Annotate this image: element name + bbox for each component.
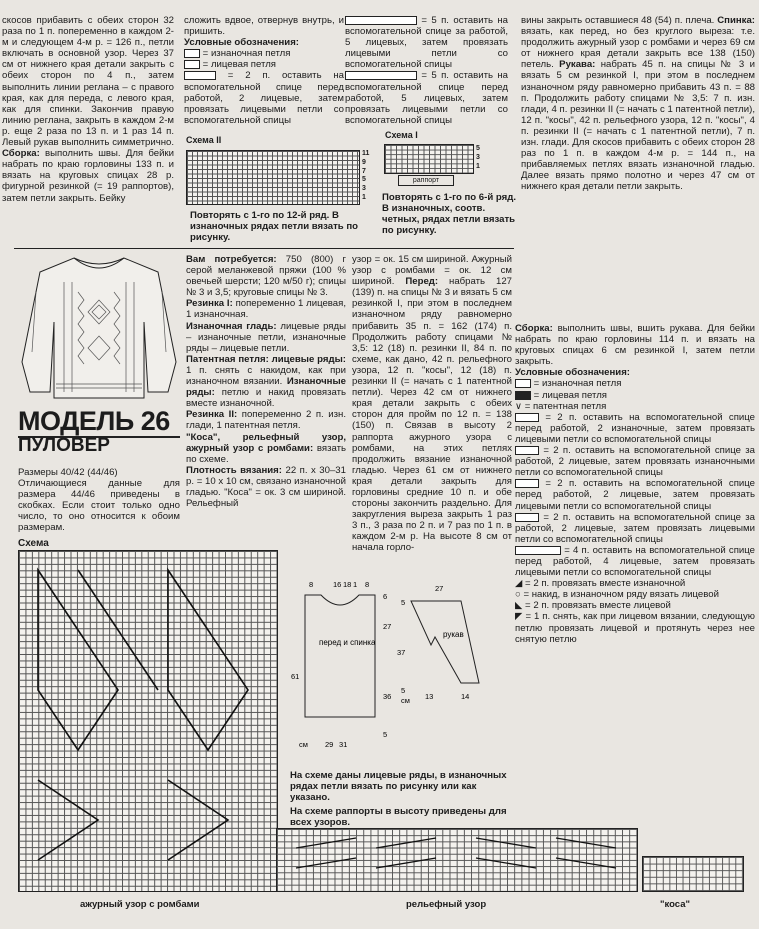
front-piece-label: перед и спинка <box>319 638 376 647</box>
schema-label: Схема <box>18 538 49 549</box>
legend-2-cable-d: = 2 п. оставить на вспомогательной спице за работой, 2 лицевые, затем провязать лицевыми петли со вспомогательной спицы <box>515 511 755 545</box>
dim-sleeve-5: 14 <box>461 692 470 701</box>
purl-icon <box>515 379 531 388</box>
schema-1-grid <box>384 144 474 174</box>
cable-symbol-icon <box>184 71 216 80</box>
patent-label: Патентная петля: лицевые ряды: <box>186 353 346 365</box>
legend-2-k2tog: = 2 п. провязать вместе лицевой <box>525 600 671 612</box>
dim-sleeve-2: 37 <box>397 648 406 657</box>
legend-cable-5-back: = 5 п. оставить на вспомогательной спице за работой, 5 лицевых, затем провязать лицевыми петли со вспомогательной спицы <box>345 15 508 71</box>
front-column <box>352 254 512 554</box>
dim-front-11: 31 <box>339 740 348 749</box>
sleeves-text: набрать 45 п. на спицы № 3 и вязать 5 см резинкой I, при этом в последнем изнаночном ряду равномерно прибавить 43 п. = 88 п. Продолжить работу спицами № 3,5: 7 п. изн. глади, 4 п. резинки II (= начать с 1 патентной петли), 12 п. "косы", 42 п. рельефного узора, 12 п. "косы", 4 п. резинки II (= начать с 1 патентной петли), 7 п. изн. глади. Для скосов прибавить с обеих сторон 28 раз по 1 п. в каждом 4-м р. = 144 п., на прибавляемых петлях вязать изнаночной гладью. Далее вязать прямо полотно и через 47 см от нижнего края детали петли закрыть. <box>521 59 755 193</box>
assembly-text: выполнить швы. Для бейки набрать по краю горловины 133 п. и вязать на круговых спицах 28 р. фигурной резинкой (= 19 раппортов), затем петли закрыть. Бейку <box>2 148 174 204</box>
legend-2-cable-e: = 4 п. оставить на вспомогательной спице перед работой, 4 лицевые, затем провязать лицевыми петли со вспомогательной спицы <box>515 544 756 579</box>
relief-width-text: узор = ок. 15 см шириной. Ажурный узор с ромбами = ок. 12 см шириной. <box>352 254 512 288</box>
schema-1-title: Схема I <box>385 130 418 140</box>
pattern-caption-1: На схеме даны лицевые ряды, в изнаночных рядах петли вязать по рисунку или как указано. <box>290 770 507 803</box>
cm-label-sleeve: см <box>401 696 410 705</box>
text-column-1 <box>2 15 174 204</box>
legend-2-p2tog: = 2 п. провязать вместе изнаночной <box>525 578 686 590</box>
label-relief: рельефный узор <box>406 899 487 910</box>
cm-label-front: см <box>299 740 308 749</box>
separator-line <box>14 248 514 249</box>
dim-front-0: 8 <box>309 580 314 589</box>
assembly-label: Сборка: <box>2 148 40 160</box>
legend-2-yarnover: = накид, в изнаночном ряду вязать лицевой <box>523 589 719 601</box>
legend-2-skp: = 1 п. снять, как при лицевом вязании, следующую петлю провязать лицевой и протянуть через нее снятую петлю <box>515 611 755 645</box>
dim-sleeve-4: 13 <box>425 692 434 701</box>
rib1-text: попеременно 1 лицевая, 1 изнаночная. <box>186 298 346 321</box>
cable-5-back-icon <box>345 16 417 25</box>
patent-wrong-text: петлю и накид провязать вместе изнаночной. <box>186 387 346 410</box>
sleeve-text-end: скосов прибавить с обеих сторон 32 раза по 1 п. попеременно в каждом 2-м и следующем 4-м р. = 126 п., петли включать в основной узор. Через 37 см от нижнего края детали закрыть с обеих сторон по 4 п., затем выполнить линии реглана – с правого края, как для переда, с левого края, как для спинки. Закончив правую линию реглана, закрыть в каждом 2-м р. еще 2 раза по 13 п. и 1 раз 14 п. Левый рукав выполнить симметрично. <box>2 15 174 149</box>
dim-front-6: 27 <box>383 622 392 631</box>
patterns-label: "Коса", рельефный узор, ажурный узор с ромбами: <box>186 431 346 454</box>
dim-sleeve-3: 5 <box>401 686 406 695</box>
label-lace: ажурный узор с ромбами <box>80 899 200 910</box>
schema-1-caption: Повторять с 1-го по 6-й ряд. В изнаночных, соотв. четных, рядах петли вязать по рисунку. <box>382 192 516 236</box>
back-label: Спинка: <box>717 15 755 26</box>
schema-1-row-numbers: 5 3 1 <box>476 145 480 170</box>
dim-sleeve-1: 5 <box>401 598 406 607</box>
schema-2-caption: Повторять с 1-го по 12-й ряд. В изнаночных рядах петли вязать по рисунку. <box>190 210 359 243</box>
legend-cable-5-front: = 5 п. оставить на вспомогательной спице перед работой, 5 лицевых, затем провязать лицевыми петли со вспомогательной спицы <box>345 70 508 126</box>
cable-c-icon <box>515 479 539 488</box>
legend-column: Сборка: выполнить швы, вшить рукава. Для бейки набрать по краю горловины 114 п. и вязать на круговых спицах 6 см резинкой I, затем петли закрыть. Условные обозначения: = изнаночная петля = лицевая петля ∨ = патентная петля = 2 п. оставить на вспомогательной спице перед работой, 2 изнаночные, затем провязать лицевыми петли со вспомогательной спицы = 2 п. оставить на вспомогательной спице за работой, 2 лицевые, затем провязать изнаночными петли со вспомогательной спицы = 2 п. оставить на вспомогательной спице перед работой, 2 лицевые, затем провязать лицевыми петли со вспомогательной спицы = 2 п. оставить на вспомогательной спице за работой, 2 лицевые, затем провязать лицевыми петли со вспомогательной спицы = 4 п. оставить на вспомогательной спице перед работой, 4 лицевые, затем провязать лицевыми петли со вспомогательной спицы ◢ = 2 п. провязать вместе изнаночной ○ = накид, в изнаночном ряду вязать лицевой ◣ = 2 п. провязать вместе лицевой ◤ = 1 п. снять, как при лицевом вязании, следующую петлю провязать лицевой и протянуть через нее снятую петлю <box>515 323 756 645</box>
need-text: 750 (800) г серой меланжевой пряжи (100 % овечьей шерсти; 120 м/50 г); спицы № 3 и 3,5; круговые спицы № 3. <box>186 254 346 299</box>
schema-2-grid <box>186 150 360 205</box>
text-column-3 <box>345 15 508 126</box>
cable-a-icon <box>515 413 539 422</box>
legend-knit: = лицевая петля <box>202 59 276 71</box>
sleeves-label: Рукава: <box>559 59 596 71</box>
dim-front-3: 1 <box>353 580 358 589</box>
purl-symbol-icon <box>184 49 200 58</box>
column-2-text: сложить вдвое, отвернув внутрь, и пришить. <box>184 15 344 38</box>
knit-dot-icon <box>515 391 531 400</box>
legend-2-purl: = изнаночная петля <box>533 378 622 390</box>
model-subtitle: ПУЛОВЕР <box>18 435 110 456</box>
sweater-illustration <box>18 252 180 402</box>
materials-column <box>186 254 346 509</box>
relief-chart-motifs <box>276 828 636 890</box>
legend-2-cable-b: = 2 п. оставить на вспомогательной спице за работой, 2 лицевые, затем провязать изнаночными петли со вспомогательной спицы <box>515 445 755 479</box>
sizes-label: Размеры 40/42 (44/46) <box>18 467 118 478</box>
reverse-stockinette-label: Изнаночная гладь: <box>186 320 277 332</box>
need-label: Вам потребуется: <box>186 254 277 265</box>
cable-e-icon <box>515 546 561 555</box>
label-kosa: "коса" <box>660 899 690 910</box>
lace-chart-motifs <box>18 550 276 890</box>
rapport-label: раппорт <box>398 175 454 186</box>
dim-front-7: 61 <box>291 672 300 681</box>
cable-5-front-icon <box>345 71 417 80</box>
legend-title: Условные обозначения: <box>184 37 299 49</box>
dim-sleeve-0: 27 <box>435 584 444 593</box>
rib1-label: Резинка I: <box>186 298 233 310</box>
dim-front-4: 8 <box>365 580 370 589</box>
front-text: набрать 127 (139) п. на спицы № 3 и вязать 5 см резинкой I, при этом в последнем изнаночном ряду равномерно прибавить 35 п. = 162 (174) п. Продолжить работу спицами № 3,5: 12 (18) п. резинки II, 84 п. по схеме, как дано, 42 п. рельефного узора, 12 п. "косы", 12 (18) п. резинки II (= начать с 1 патентной петли). Через 42 см от нижнего края детали закрыть с обеих сторон для пройм по 12 п. = 138 (150) п. Связав в высоту 2 раппорта ажурного узора с ромбами, на этих петлях продолжить вязание изнаночной гладью. Через 61 см от нижнего края детали закрыть для горловины средние 10 п. и обе стороны закончить раздельно. Для закругления выреза закрыть 1 раз 3 п., 3 раза по 2 п. и 7 раз по 1 п. в каждом 2-м р. На высоте 8 см от начала горло- <box>352 276 512 554</box>
sizes-block <box>18 467 180 534</box>
sleeve-piece-label: рукав <box>443 630 464 639</box>
front-label: Перед: <box>405 276 439 288</box>
model-title: МОДЕЛЬ 26 <box>18 406 170 436</box>
legend-title-2: Условные обозначения: <box>515 367 630 379</box>
legend-2-patent: = патентная петля <box>524 400 607 412</box>
legend-purl: = изнаночная петля <box>202 48 291 60</box>
assembly-label-2: Сборка: <box>515 323 553 334</box>
text-column-4 <box>521 15 755 193</box>
dim-front-5: 6 <box>383 592 388 601</box>
reverse-stockinette-text: лицевые ряды – изнаночные петли, изнаночные ряды – лицевые петли. <box>186 320 346 354</box>
legend-2-knit: = лицевая петля <box>533 389 607 401</box>
patent-wrong-label: Изнаночные ряды: <box>186 376 346 399</box>
back-text: вязать, как перед, но без круглого выреза: т.е. продолжить ажурный узор с ромбами и через 69 см от нижнего края детали закрыть все 138 (150) петель. <box>521 26 755 71</box>
dim-front-9: 5 <box>383 730 388 739</box>
legend-2-cable-a: = 2 п. оставить на вспомогательной спице перед работой, 2 изнаночные, затем провязать лицевыми петли со вспомогательной спицы <box>515 411 756 445</box>
neck-end-text: вины закрыть оставшиеся 48 (54) п. плеча. <box>521 15 715 26</box>
assembly-text-2: выполнить швы, вшить рукава. Для бейки набрать по краю горловины 114 п. и вязать на круговых спицах 6 см резинкой I, затем петли закрыть. <box>515 323 755 368</box>
cable-d-icon <box>515 513 539 522</box>
knit-symbol-icon <box>184 60 200 69</box>
patent-text: 1 п. снять с накидом, как при изнаночном вязании. <box>186 364 346 388</box>
dim-front-10: 29 <box>325 740 334 749</box>
gauge-label: Плотность вязания: <box>186 464 282 476</box>
legend-cable-2: = 2 п. оставить на вспомогательной спице перед работой, 2 лицевые, затем провязать лицевыми петли со вспомогательной спицы <box>184 70 344 126</box>
rib2-label: Резинка II: <box>186 409 238 421</box>
sizes-text: Отличающиеся данные для размера 44/46 приведены в скобках. Если стоит только одно число, то оно относится к обоим размерам. <box>18 478 180 534</box>
gauge-text: 22 п. х 30–31 р. = 10 х 10 см, связано изнаночной гладью. "Коса" = ок. 3 см шириной. Рельефный <box>186 464 346 510</box>
dim-front-1: 16 <box>333 580 342 589</box>
patterns-text: вязать по схеме. <box>186 442 346 465</box>
schema-2-title: Схема II <box>186 135 222 145</box>
legend-2-cable-c: = 2 п. оставить на вспомогательной спице перед работой, 2 лицевые, затем провязать лицевыми петли со вспомогательной спицы <box>515 478 756 512</box>
kosa-chart <box>642 856 744 892</box>
rib2-text: попеременно 2 п. изн. глади, 1 патентная петля. <box>186 409 346 432</box>
pieces-diagram <box>285 575 517 767</box>
cable-b-icon <box>515 446 539 455</box>
dim-front-8: 36 <box>383 692 392 701</box>
schema-2-row-numbers: 11 9 7 5 3 1 <box>362 150 370 201</box>
dim-front-2: 18 <box>343 580 352 589</box>
pattern-caption-2: На схеме раппорты в высоту приведены для всех узоров. <box>290 806 507 828</box>
text-column-2 <box>184 15 344 126</box>
